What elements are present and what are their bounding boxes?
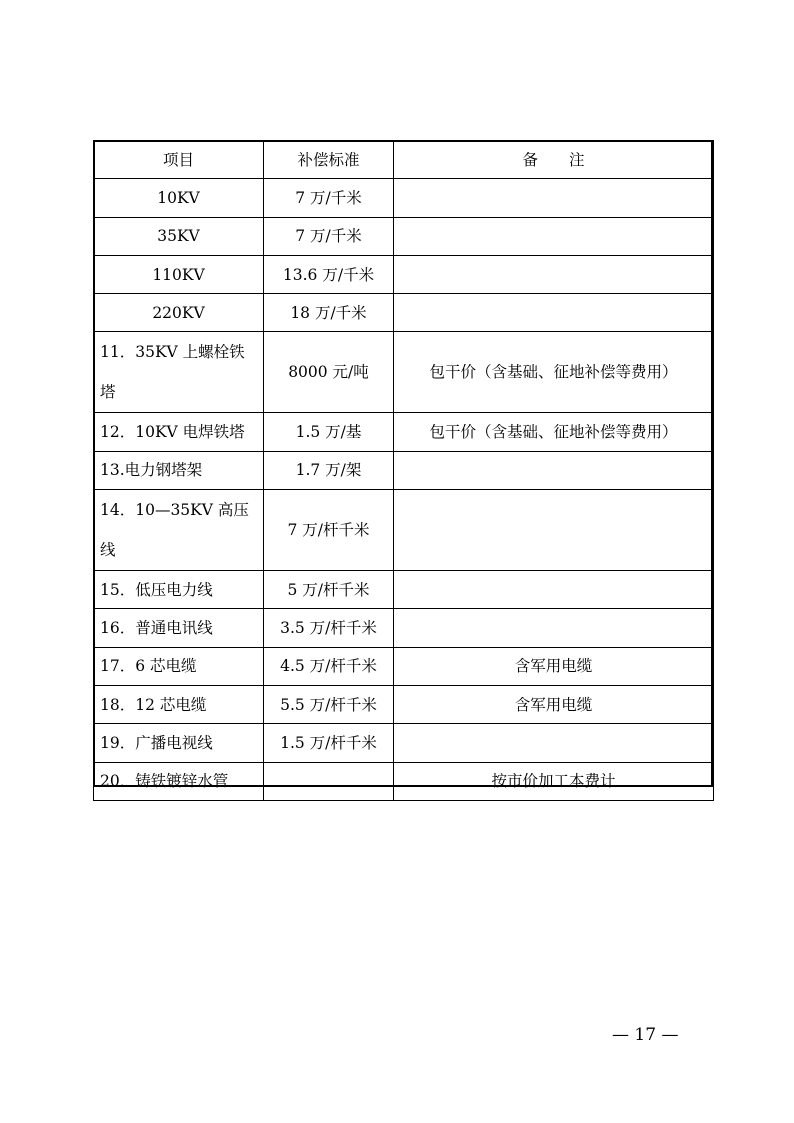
row-item-line1: 11．35KV 上螺栓铁 — [100, 343, 245, 362]
row-note — [394, 294, 714, 332]
row-note: 含军用电缆 — [394, 685, 714, 723]
table-header-row — [94, 141, 714, 179]
row-note — [394, 255, 714, 293]
row-standard — [264, 762, 394, 800]
row-standard: 7 万/千米 — [264, 179, 394, 217]
compensation-table — [93, 140, 714, 801]
row-note: 包干价（含基础、征地补偿等费用） — [394, 332, 714, 413]
table-row — [94, 724, 714, 762]
table-row — [94, 490, 714, 571]
row-standard: 7 万/千米 — [264, 217, 394, 255]
row-note: 含军用电缆 — [394, 647, 714, 685]
table-row — [94, 255, 714, 293]
row-item: 10KV — [94, 179, 264, 217]
table-row — [94, 685, 714, 723]
row-standard: 13.6 万/千米 — [264, 255, 394, 293]
row-item: 20．铸铁镀锌水管 — [94, 762, 264, 800]
row-note — [394, 217, 714, 255]
table-row — [94, 647, 714, 685]
table-row — [94, 179, 714, 217]
header-item: 项目 — [94, 141, 264, 179]
row-item: 19．广播电视线 — [94, 724, 264, 762]
row-standard: 5.5 万/杆千米 — [264, 685, 394, 723]
row-item: 12．10KV 电焊铁塔 — [94, 413, 264, 451]
row-note — [394, 490, 714, 571]
row-standard: 1.5 万/杆千米 — [264, 724, 394, 762]
table-row — [94, 451, 714, 489]
header-standard: 补偿标准 — [264, 141, 394, 179]
row-standard: 8000 元/吨 — [264, 332, 394, 413]
table-row — [94, 762, 714, 800]
page-number: — 17 — — [612, 1025, 679, 1045]
row-note — [394, 724, 714, 762]
row-standard: 3.5 万/杆千米 — [264, 609, 394, 647]
row-note: 按市价加工本费计 — [394, 762, 714, 800]
row-item: 110KV — [94, 255, 264, 293]
row-item: 16．普通电讯线 — [94, 609, 264, 647]
table-row — [94, 571, 714, 609]
row-item: 15．低压电力线 — [94, 571, 264, 609]
table-row — [94, 217, 714, 255]
row-item-line2: 线 — [100, 541, 116, 560]
row-note — [394, 609, 714, 647]
row-standard: 7 万/杆千米 — [264, 490, 394, 571]
table-row — [94, 609, 714, 647]
table-row — [94, 413, 714, 451]
table-row — [94, 294, 714, 332]
row-item: 18．12 芯电缆 — [94, 685, 264, 723]
row-item-line2: 塔 — [100, 383, 116, 402]
row-item: 13.电力钢塔架 — [94, 451, 264, 489]
row-standard: 18 万/千米 — [264, 294, 394, 332]
row-item: 220KV — [94, 294, 264, 332]
row-standard: 4.5 万/杆千米 — [264, 647, 394, 685]
row-item: 35KV — [94, 217, 264, 255]
header-note: 备 注 — [394, 141, 714, 179]
row-note: 包干价（含基础、征地补偿等费用） — [394, 413, 714, 451]
row-standard: 1.5 万/基 — [264, 413, 394, 451]
row-standard: 1.7 万/架 — [264, 451, 394, 489]
row-note — [394, 451, 714, 489]
row-item-line1: 14．10—35KV 高压 — [100, 501, 249, 520]
table-row — [94, 332, 714, 413]
row-item — [94, 332, 264, 413]
row-item — [94, 490, 264, 571]
row-note — [394, 571, 714, 609]
row-standard: 5 万/杆千米 — [264, 571, 394, 609]
row-note — [394, 179, 714, 217]
row-item: 17．6 芯电缆 — [94, 647, 264, 685]
